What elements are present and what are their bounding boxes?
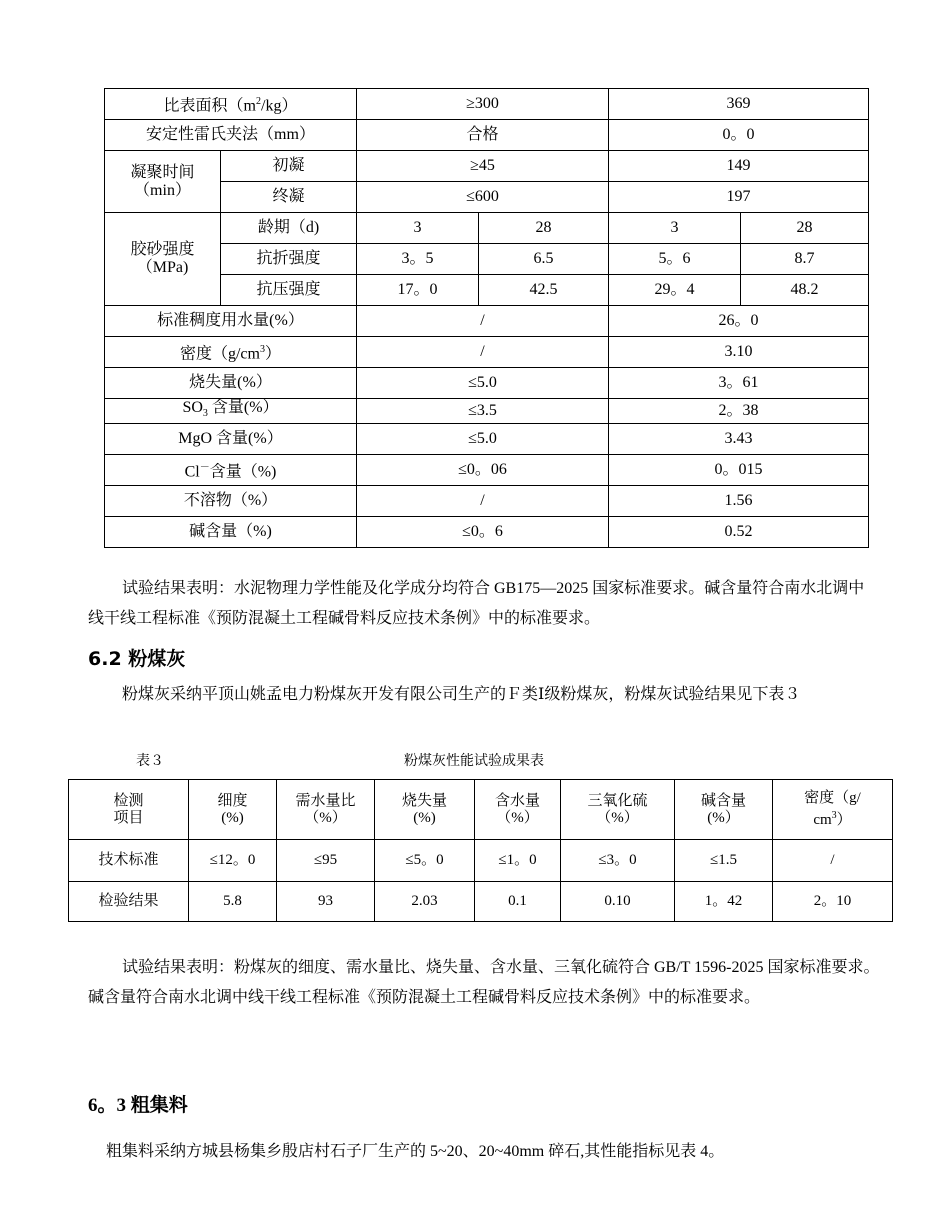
fly-ash-intro-paragraph: 粉煤灰采纳平顶山姚孟电力粉煤灰开发有限公司生产的Ｆ类Ⅰ级粉煤灰，粉煤灰试验结果见下表３ (122, 686, 801, 703)
standard-value: ≥45 (357, 151, 609, 182)
table-row (105, 517, 869, 548)
table-row (105, 337, 869, 368)
row-label: 烧失量(%） (105, 368, 357, 399)
table-row (105, 424, 869, 455)
row-label: 抗压强度 (221, 275, 357, 306)
cell-value: 28 (741, 213, 869, 244)
cell-value: 28 (479, 213, 609, 244)
cell-value: / (773, 840, 893, 882)
row-label: 碱含量（%) (105, 517, 357, 548)
result-value: 369 (609, 89, 869, 120)
table-row (105, 455, 869, 486)
table-row (105, 120, 869, 151)
group-label: 胶砂强度 （MPa) (105, 213, 221, 306)
result-value: 1.56 (609, 486, 869, 517)
row-label: 检验结果 (69, 882, 189, 922)
table-row (105, 151, 869, 182)
column-header: 检测 项目 (69, 780, 189, 840)
result-value: 0.52 (609, 517, 869, 548)
fly-ash-conclusion-paragraph: 试验结果表明：粉煤灰的细度、需水量比、烧失量、含水量、三氧化硫符合 GB/T 1596-2025 国家标准要求。碱含量符合南水北调中线干线工程标准《预防混凝土工程碱骨料反应技术条例》中的标准要求。 (88, 959, 880, 1006)
column-header: 细度 (%) (189, 780, 277, 840)
cell-value: 5。6 (609, 244, 741, 275)
cell-value: ≤1.5 (675, 840, 773, 882)
cell-value: ≤5。0 (375, 840, 475, 882)
result-value: 149 (609, 151, 869, 182)
cell-value: 3 (609, 213, 741, 244)
row-label: 龄期（d) (221, 213, 357, 244)
row-label: MgO 含量(%） (105, 424, 357, 455)
cell-value: 5.8 (189, 882, 277, 922)
table-row (69, 840, 893, 882)
column-header: 三氧化硫 （%） (561, 780, 675, 840)
cell-value: 48.2 (741, 275, 869, 306)
column-header: 烧失量 (%) (375, 780, 475, 840)
result-value: 26。0 (609, 306, 869, 337)
column-header: 密度（g/ $cm^3$） (773, 780, 893, 840)
standard-value: ≤5.0 (357, 424, 609, 455)
result-value: 3.43 (609, 424, 869, 455)
table-row (105, 306, 869, 337)
standard-value: / (357, 306, 609, 337)
table-row (69, 882, 893, 922)
table-row (105, 368, 869, 399)
cell-value: 2.03 (375, 882, 475, 922)
result-value: 2。38 (609, 399, 869, 424)
result-value: 0。0 (609, 120, 869, 151)
table-number-label: 表３ (136, 754, 164, 769)
row-label: 抗折强度 (221, 244, 357, 275)
cell-value: ≤12。0 (189, 840, 277, 882)
row-label: 比表面积$(m^2/kg)$ (105, 89, 357, 120)
row-label: 初凝 (221, 151, 357, 182)
column-header: 需水量比 （%） (277, 780, 375, 840)
column-header: 含水量 （%） (475, 780, 561, 840)
cell-value: 1。42 (675, 882, 773, 922)
standard-value: ≤0。6 (357, 517, 609, 548)
row-label: 终凝 (221, 182, 357, 213)
cell-value: 0.1 (475, 882, 561, 922)
cell-value: 93 (277, 882, 375, 922)
table-row (105, 213, 869, 244)
row-label: 不溶物（%） (105, 486, 357, 517)
cell-value: 8.7 (741, 244, 869, 275)
cell-value: ≤3。0 (561, 840, 675, 882)
standard-value: / (357, 486, 609, 517)
cell-value: 29。4 (609, 275, 741, 306)
row-label: Cl－含量（%) (105, 455, 357, 486)
standard-value: ≤0。06 (357, 455, 609, 486)
column-header: 碱含量 (%） (675, 780, 773, 840)
standard-value: ≤600 (357, 182, 609, 213)
standard-value: ≤3.5 (357, 399, 609, 424)
row-label: $SO_3$ 含量(%） (105, 399, 357, 424)
cell-value: 3。5 (357, 244, 479, 275)
cement-conclusion-paragraph: 试验结果表明：水泥物理力学性能及化学成分均符合 GB175—2025 国家标准要求。碱含量符合南水北调中线干线工程标准《预防混凝土工程碱骨料反应技术条例》中的标准要求。 (88, 580, 865, 627)
cement-test-table (104, 88, 869, 548)
result-value: 0。015 (609, 455, 869, 486)
table-row (105, 89, 869, 120)
standard-value: ≤5.0 (357, 368, 609, 399)
standard-value: 合格 (357, 120, 609, 151)
fly-ash-test-table (68, 779, 893, 922)
cell-value: ≤1。0 (475, 840, 561, 882)
cell-value: 0.10 (561, 882, 675, 922)
result-value: 3.10 (609, 337, 869, 368)
standard-value: / (357, 337, 609, 368)
cell-value: 2。10 (773, 882, 893, 922)
section-heading-coarse-aggregate: 6。3 粗集料 (88, 1095, 188, 1116)
table-caption: 粉煤灰性能试验成果表 (404, 754, 544, 769)
cell-value: 42.5 (479, 275, 609, 306)
cell-value: 17。0 (357, 275, 479, 306)
result-value: 197 (609, 182, 869, 213)
table-header-row (69, 780, 893, 840)
cell-value: ≤95 (277, 840, 375, 882)
table-row (105, 486, 869, 517)
coarse-aggregate-paragraph: 粗集料采纳方城县杨集乡殷店村石子厂生产的 5~20、20~40mm 碎石,其性能指标见表 4。 (106, 1143, 725, 1160)
row-label: 技术标准 (69, 840, 189, 882)
row-label: 安定性雷氏夹法（mm） (105, 120, 357, 151)
row-label: 标准稠度用水量(%） (105, 306, 357, 337)
table-row (105, 399, 869, 424)
result-value: 3。61 (609, 368, 869, 399)
standard-value: ≥300 (357, 89, 609, 120)
cell-value: 6.5 (479, 244, 609, 275)
section-heading-fly-ash: 6.2 粉煤灰 (88, 648, 186, 670)
row-label: 密度$(g/cm^3)$ (105, 337, 357, 368)
group-label: 凝聚时间 （min） (105, 151, 221, 213)
cell-value: 3 (357, 213, 479, 244)
